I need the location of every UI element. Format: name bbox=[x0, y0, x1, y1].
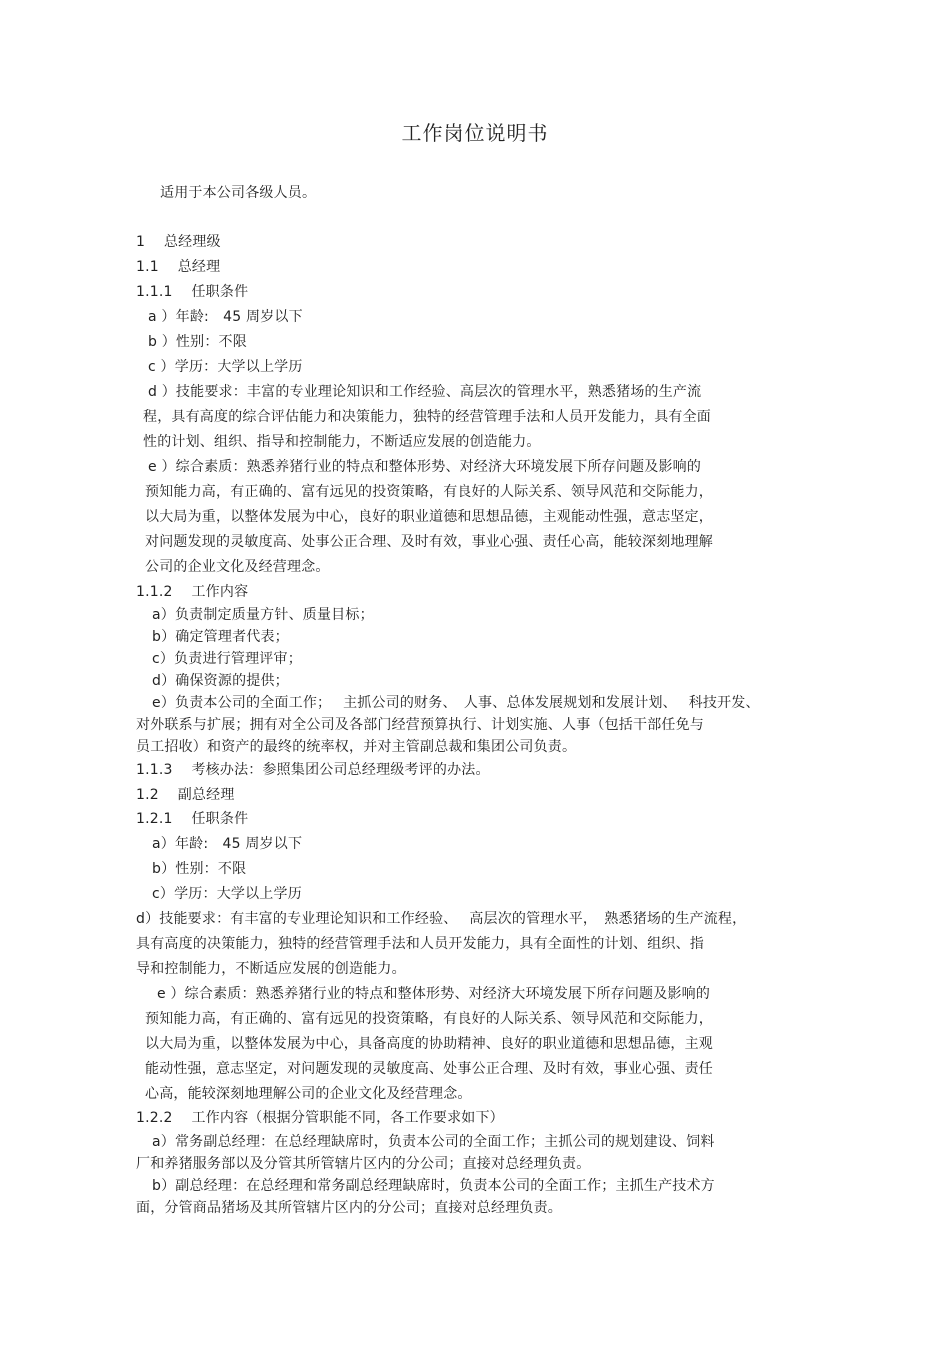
section-heading: 1.2.1 任职条件 bbox=[136, 811, 249, 827]
list-item: a ）年龄: 45 周岁以下 bbox=[148, 309, 303, 325]
list-item: d）确保资源的提供； bbox=[152, 673, 289, 689]
list-item: c）学历：大学以上学历 bbox=[152, 886, 302, 902]
paragraph-line: 以大局为重，以整体发展为中心，良好的职业道德和思想品德，主观能动性强，意志坚定， bbox=[145, 509, 713, 525]
section-heading: 1.2.2 工作内容（根据分管职能不同，各工作要求如下） bbox=[136, 1110, 504, 1126]
list-item: a）年龄: 45 周岁以下 bbox=[152, 836, 303, 852]
list-item: e ）综合素质：熟悉养猪行业的特点和整体形势、对经济大环境发展下所存问题及影响的 bbox=[148, 459, 702, 475]
section-heading: 1.1.1 任职条件 bbox=[136, 284, 249, 300]
section-heading: 1 总经理级 bbox=[136, 234, 221, 250]
list-item: a）常务副总经理：在总经理缺席时，负责本公司的全面工作；主抓公司的规划建设、饲料 bbox=[152, 1134, 715, 1150]
paragraph-line: 公司的企业文化及经营理念。 bbox=[145, 559, 330, 575]
list-item: b）性别：不限 bbox=[152, 861, 247, 877]
paragraph-line: 对问题发现的灵敏度高、处事公正合理、及时有效，事业心强、责任心高，能较深刻地理解 bbox=[145, 534, 713, 550]
list-item: e ）综合素质：熟悉养猪行业的特点和整体形势、对经济大环境发展下所存问题及影响的 bbox=[157, 986, 711, 1002]
applicability-line: 适用于本公司各级人员。 bbox=[160, 185, 317, 201]
list-item: e）负责本公司的全面工作； 主抓公司的财务、 人事、总体发展规划和发展计划、 科技开发、 bbox=[152, 695, 760, 711]
paragraph-line: 心高，能较深刻地理解公司的企业文化及经营理念。 bbox=[145, 1086, 472, 1102]
paragraph-line: 面，分管商品猪场及其所管辖片区内的分公司；直接对总经理负责。 bbox=[136, 1200, 562, 1216]
list-item: b ）性别：不限 bbox=[148, 334, 247, 350]
paragraph-line: 导和控制能力，不断适应发展的创造能力。 bbox=[136, 961, 406, 977]
section-heading: 1.1.2 工作内容 bbox=[136, 584, 249, 600]
list-item: b）副总经理：在总经理和常务副总经理缺席时，负责本公司的全面工作；主抓生产技术方 bbox=[152, 1178, 715, 1194]
list-item: b）确定管理者代表； bbox=[152, 629, 289, 645]
list-item: a）负责制定质量方针、质量目标； bbox=[152, 607, 374, 623]
paragraph-line: 以大局为重，以整体发展为中心，具备高度的协助精神、良好的职业道德和思想品德，主观 bbox=[145, 1036, 713, 1052]
list-item: d ）技能要求：丰富的专业理论知识和工作经验、高层次的管理水平，熟悉猪场的生产流 bbox=[148, 384, 702, 400]
list-item: d）技能要求：有丰富的专业理论知识和工作经验、 高层次的管理水平， 熟悉猪场的生产流程， bbox=[136, 911, 747, 927]
section-heading: 1.2 副总经理 bbox=[136, 787, 235, 803]
paragraph-line: 性的计划、组织、指导和控制能力，不断适应发展的创造能力。 bbox=[143, 434, 541, 450]
list-item: c）负责进行管理评审； bbox=[152, 651, 302, 667]
section-heading: 1.1.3 考核办法：参照集团公司总经理级考评的办法。 bbox=[136, 762, 490, 778]
paragraph-line: 程，具有高度的综合评估能力和决策能力，独特的经营管理手法和人员开发能力，具有全面 bbox=[143, 409, 711, 425]
list-item: c ）学历：大学以上学历 bbox=[148, 359, 303, 375]
paragraph-line: 预知能力高，有正确的、富有远见的投资策略，有良好的人际关系、领导风范和交际能力， bbox=[145, 484, 713, 500]
page-title: 工作岗位说明书 bbox=[401, 121, 549, 145]
paragraph-line: 员工招收）和资产的最终的统率权，并对主管副总裁和集团公司负责。 bbox=[136, 739, 577, 755]
paragraph-line: 预知能力高，有正确的、富有远见的投资策略，有良好的人际关系、领导风范和交际能力， bbox=[145, 1011, 713, 1027]
section-heading: 1.1 总经理 bbox=[136, 259, 221, 275]
paragraph-line: 具有高度的决策能力，独特的经营管理手法和人员开发能力，具有全面性的计划、组织、指 bbox=[136, 936, 704, 952]
paragraph-line: 对外联系与扩展；拥有对全公司及各部门经营预算执行、计划实施、人事（包括干部任免与 bbox=[136, 717, 704, 733]
paragraph-line: 厂和养猪服务部以及分管其所管辖片区内的分公司；直接对总经理负责。 bbox=[136, 1156, 591, 1172]
paragraph-line: 能动性强，意志坚定，对问题发现的灵敏度高、处事公正合理、及时有效，事业心强、责任 bbox=[145, 1061, 713, 1077]
